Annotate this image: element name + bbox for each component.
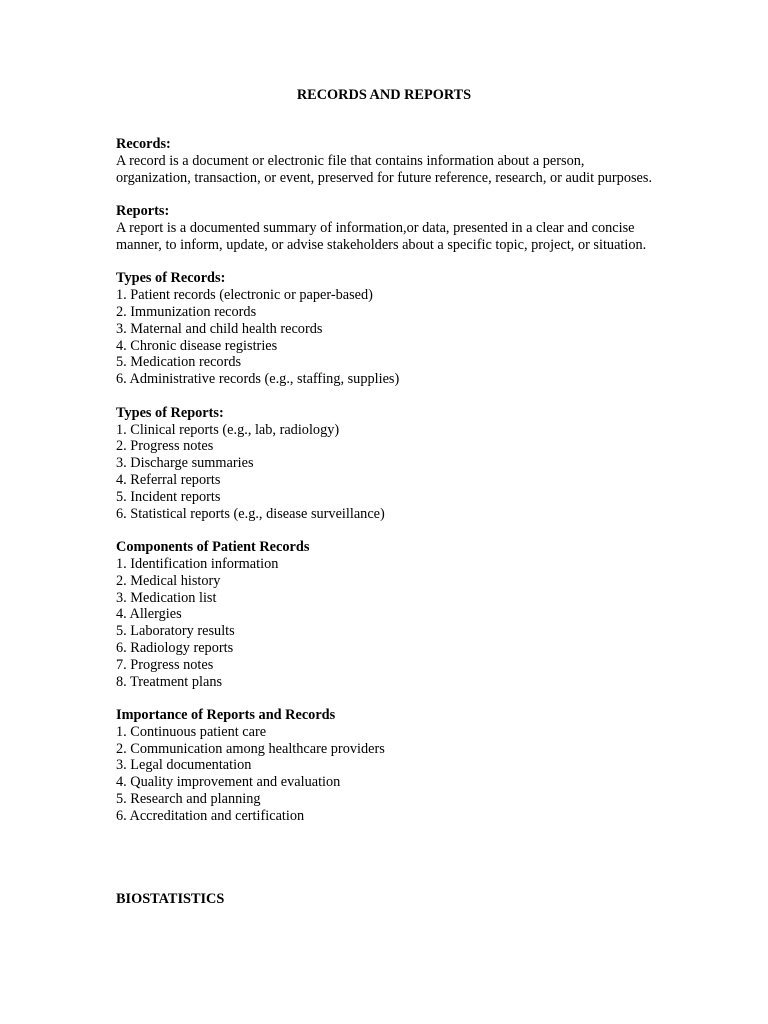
section-heading: Types of Reports: [116,404,224,421]
section-reports [116,203,656,253]
section-types-of-reports [116,405,656,523]
section-heading: Importance of Reports and Records [116,707,336,724]
section-heading: Records: [116,136,171,152]
list-item: 8. Treatment plans [116,673,223,690]
numbered-list [116,287,656,388]
list-item: 1. Patient records (electronic or paper-based) [116,287,373,304]
document-body [116,136,656,841]
list-item: 4. Referral reports [116,471,221,488]
section-components-of-patient-records [116,539,656,690]
list-item: 3. Legal documentation [116,757,252,774]
list-item: 2. Medical history [116,572,221,589]
list-item: 6. Administrative records (e.g., staffing, supplies) [116,371,400,388]
list-item: 3. Medication list [116,589,217,606]
section-types-of-records [116,270,656,388]
section-paragraph: A report is a documented summary of information,or data, presented in a clear and concise manner, to inform, update, or advise stakeholders about a specific topic, project, or situation. [116,219,647,253]
list-item: 4. Chronic disease registries [116,337,278,354]
numbered-list [116,422,656,523]
list-item: 5. Incident reports [116,488,221,505]
section-importance-of-reports-and-records [116,707,656,825]
list-item: 1. Clinical reports (e.g., lab, radiology) [116,421,340,438]
list-item: 3. Discharge summaries [116,455,254,472]
list-item: 3. Maternal and child health records [116,320,323,337]
list-item: 6. Radiology reports [116,639,234,656]
list-item: 2. Immunization records [116,303,257,320]
list-item: 5. Medication records [116,354,242,371]
section-heading: Types of Records: [116,270,226,287]
list-item: 7. Progress notes [116,656,214,673]
list-item: 4. Allergies [116,606,182,623]
numbered-list [116,556,656,690]
document-title: RECORDS AND REPORTS [296,87,472,103]
list-item: 6. Accreditation and certification [116,807,305,824]
biostatistics-heading: BIOSTATISTICS [116,891,225,907]
list-item: 4. Quality improvement and evaluation [116,774,341,791]
list-item: 1. Identification information [116,555,279,572]
section-paragraph: A record is a document or electronic file that contains information about a person, organization, transaction, or event, preserved for future reference, research, or audit purposes. [116,152,653,186]
list-item: 5. Research and planning [116,791,261,808]
list-item: 1. Continuous patient care [116,723,267,740]
section-heading: Reports: [116,203,170,220]
numbered-list [116,724,656,825]
list-item: 2. Progress notes [116,438,214,455]
section-records [116,136,656,186]
list-item: 5. Laboratory results [116,623,235,640]
list-item: 6. Statistical reports (e.g., disease surveillance) [116,505,385,522]
section-heading: Components of Patient Records [116,539,310,556]
list-item: 2. Communication among healthcare providers [116,740,385,757]
